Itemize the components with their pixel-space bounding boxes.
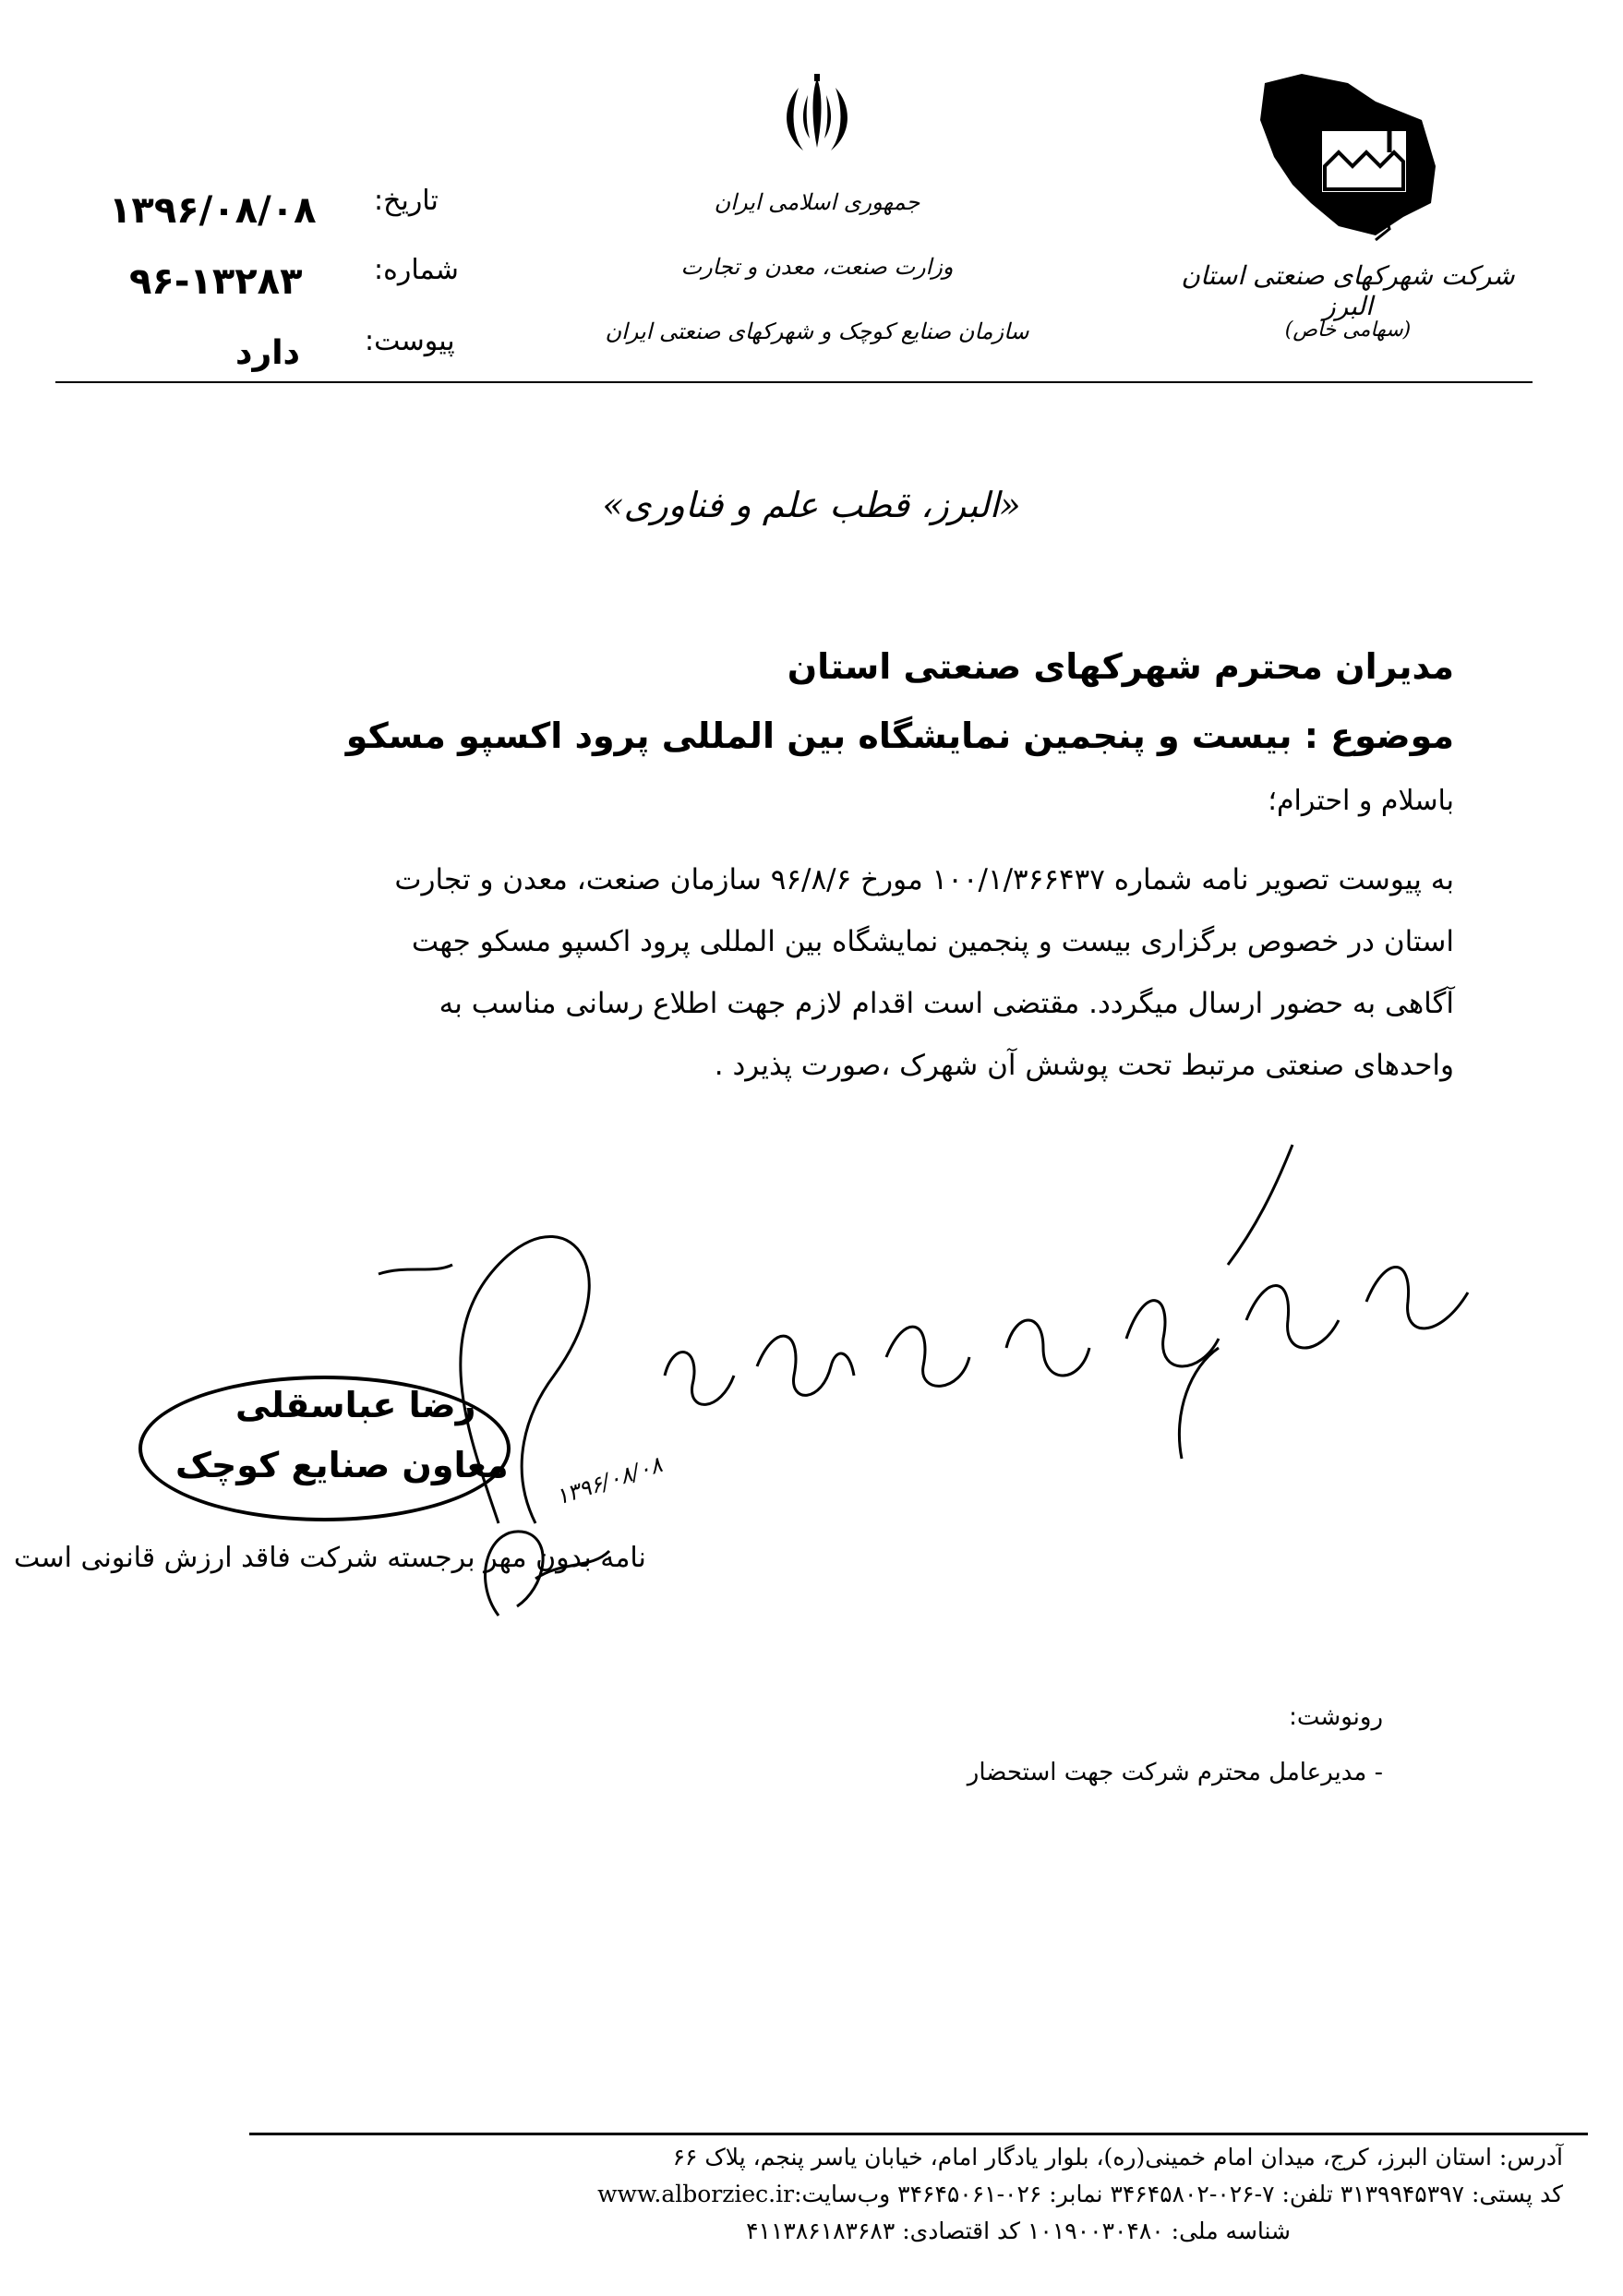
attachment-value: دارد <box>235 334 301 372</box>
body-line: استان در خصوص برگزاری بیست و پنجمین نمایشگاه بین المللی پرود اکسپو مسکو جهت <box>411 925 1454 958</box>
cc-item: - مدیرعامل محترم شرکت جهت استحضار <box>967 1759 1383 1786</box>
letterhead <box>0 0 1623 388</box>
footer-contact: کد پستی: ۳۱۳۹۹۴۵۳۹۷ تلفن: ۷-۰۲۶-۳۴۶۴۵۸۰۲ نمابر: ۰۲۶-۳۴۶۴۵۰۶۱ وب‌سایت:www.alborziec.ir <box>597 2181 1563 2207</box>
date-value: ۱۳۹۶/۰۸/۰۸ <box>109 189 317 232</box>
number-value: ۹۶-۱۳۲۸۳ <box>129 260 303 303</box>
header-divider <box>55 381 1533 383</box>
republic-line: جمهوری اسلامی ایران <box>714 189 920 215</box>
attachment-label: پیوست: <box>365 325 455 357</box>
iran-emblem-icon <box>771 69 863 162</box>
handwritten-date: ۱۳۹۶/۰۸/۰۸ <box>552 1451 666 1510</box>
organization-line: سازمان صنایع کوچک و شهرکهای صنعتی ایران <box>605 319 1029 344</box>
slogan: «البرز، قطب علم و فناوری» <box>602 485 1021 525</box>
company-name: شرکت شهرکهای صنعتی استان البرز <box>1181 260 1515 321</box>
subject: موضوع : بیست و پنجمین نمایشگاه بین المللی پرود اکسپو مسکو <box>345 715 1454 756</box>
company-type: (سهامی خاص) <box>1284 319 1412 342</box>
date-label: تاریخ: <box>374 185 439 217</box>
addressee: مدیران محترم شهرکهای صنعتی استان <box>787 646 1454 687</box>
cc-label: رونوشت: <box>1289 1703 1383 1731</box>
body-line: آگاهی به حضور ارسال میگردد. مقتضی است اقدام لازم جهت اطلاع رسانی مناسب به <box>439 987 1454 1020</box>
handwritten-signature <box>369 1136 1523 1653</box>
ministry-line: وزارت صنعت، معدن و تجارت <box>680 254 954 280</box>
footer-ids: شناسه ملی: ۱۰۱۹۰۰۳۰۴۸۰ کد اقتصادی: ۴۱۱۳۸۶۱۸۳۶۸۳ <box>746 2218 1291 2244</box>
signer-name: رضا عباسقلی <box>235 1385 476 1425</box>
body-line: به پیوست تصویر نامه شماره ۱۰۰/۱/۳۶۶۴۳۷ مورخ ۹۶/۸/۶ سازمان صنعت، معدن و تجارت <box>394 863 1454 896</box>
footer-divider <box>249 2133 1588 2135</box>
stamp-note: نامه بدون مهر برجسته شرکت فاقد ارزش قانونی است <box>14 1542 646 1574</box>
footer-address: آدرس: استان البرز، کرج، میدان امام خمینی(ره)، بلوار یادگار امام، خیابان یاسر پنجم، پلاک ۶۶ <box>672 2144 1563 2170</box>
signer-title: معاون صنایع کوچک <box>175 1445 509 1485</box>
letter-body <box>162 849 1454 1097</box>
company-map-logo-icon <box>1237 65 1449 249</box>
body-line: واحدهای صنعتی مرتبط تحت پوشش آن شهرک ،صورت پذیرد . <box>714 1049 1454 1082</box>
number-label: شماره: <box>374 254 459 286</box>
greeting: باسلام و احترام؛ <box>1268 785 1454 817</box>
